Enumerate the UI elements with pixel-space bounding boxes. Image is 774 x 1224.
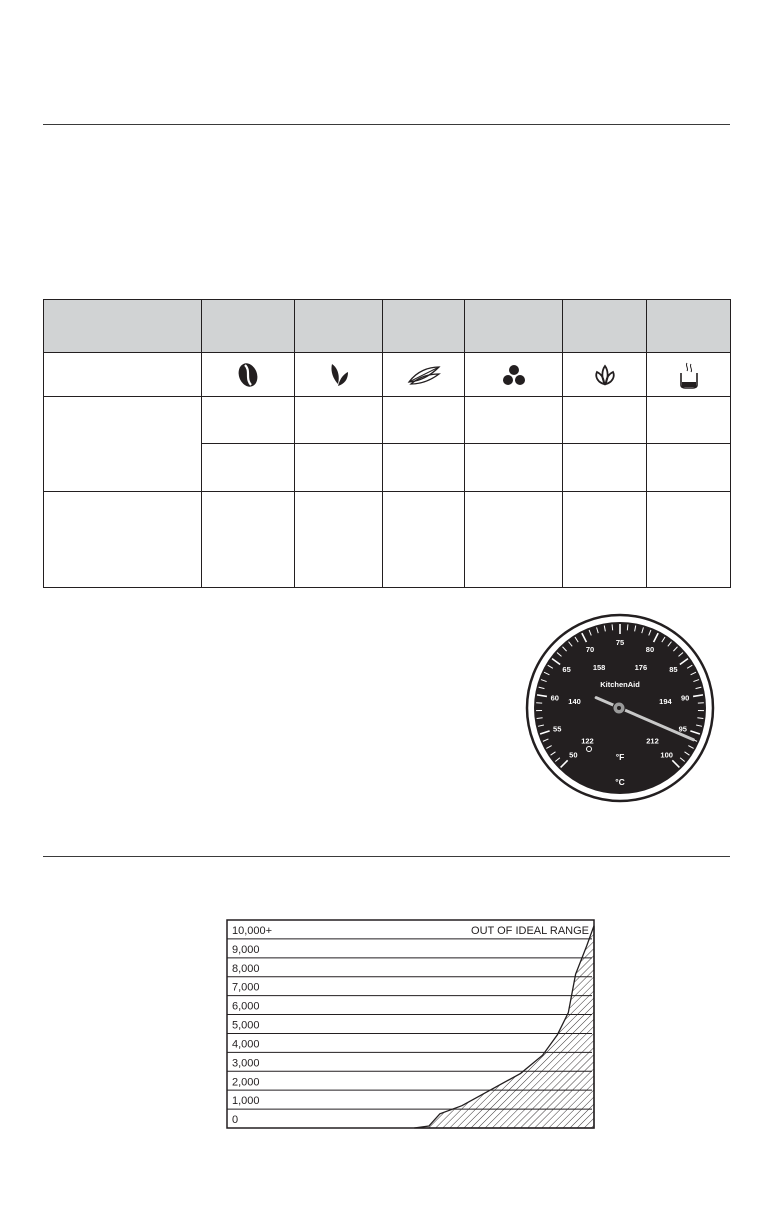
table-cell xyxy=(383,492,465,588)
table-cell xyxy=(563,492,647,588)
chart-header-right: OUT OF IDEAL RANGE xyxy=(471,925,589,937)
table-header-row xyxy=(44,300,731,353)
y-tick-label: 9,000 xyxy=(232,943,260,956)
celsius-tick-label: 50 xyxy=(569,750,578,760)
table-cell xyxy=(383,300,465,353)
fahrenheit-tick-label: 176 xyxy=(634,663,648,673)
hot-water-cup-icon xyxy=(647,353,731,397)
table-row xyxy=(44,397,731,444)
table-cell xyxy=(383,397,465,444)
out-of-range-area xyxy=(414,926,594,1128)
table-cell xyxy=(202,397,295,444)
celsius-tick-label: 100 xyxy=(660,750,673,760)
celsius-tick-label: 80 xyxy=(645,645,655,655)
celsius-tick-label: 60 xyxy=(550,693,559,703)
table-cell xyxy=(44,300,202,353)
table-cell xyxy=(563,397,647,444)
table-cell xyxy=(563,300,647,353)
fahrenheit-unit: °F xyxy=(615,752,625,762)
brand-logo: KitchenAid xyxy=(600,680,640,689)
brew-guide-table xyxy=(43,299,731,588)
celsius-tick-label: 95 xyxy=(678,724,687,734)
table-cell xyxy=(465,492,563,588)
table-cell xyxy=(647,300,731,353)
y-tick-label: 3,000 xyxy=(232,1057,260,1070)
fahrenheit-tick-label: 140 xyxy=(568,696,581,706)
table-cell xyxy=(44,492,202,588)
celsius-tick-label: 75 xyxy=(615,638,625,647)
fahrenheit-tick-label: 194 xyxy=(659,696,672,706)
fahrenheit-tick-label: 158 xyxy=(592,663,606,673)
table-cell xyxy=(295,444,383,492)
y-tick-label: 6,000 xyxy=(232,1000,260,1013)
needle-pivot-center xyxy=(617,706,621,710)
table-cell xyxy=(295,492,383,588)
table-cell xyxy=(465,397,563,444)
white-tea-flower-icon xyxy=(563,353,647,397)
chart-header-left: 10,000+ xyxy=(232,925,273,937)
thermometer-dial xyxy=(524,612,716,804)
celsius-tick-label: 70 xyxy=(585,645,595,655)
ppm-chart xyxy=(223,916,597,1130)
y-tick-labels xyxy=(232,944,260,1126)
black-tea-leaf-icon xyxy=(295,353,383,397)
y-tick-label: 8,000 xyxy=(232,962,260,975)
table-cell xyxy=(202,492,295,588)
table-cell xyxy=(295,300,383,353)
table-cell xyxy=(44,353,202,397)
y-tick-label: 1,000 xyxy=(232,1095,260,1108)
celsius-tick-label: 90 xyxy=(681,693,690,703)
table-icon-row xyxy=(44,353,731,397)
table-cell xyxy=(383,444,465,492)
y-tick-label: 5,000 xyxy=(232,1019,260,1032)
table-cell xyxy=(44,397,202,492)
y-tick-label: 4,000 xyxy=(232,1038,260,1051)
bottom-divider xyxy=(43,856,730,857)
top-divider xyxy=(43,124,730,125)
dial-tick xyxy=(612,624,613,630)
celsius-tick-label: 55 xyxy=(553,724,562,734)
y-tick-label: 0 xyxy=(232,1114,239,1127)
table-cell xyxy=(563,444,647,492)
fahrenheit-tick-label: 212 xyxy=(646,736,659,746)
table-cell xyxy=(647,397,731,444)
celsius-tick-label: 85 xyxy=(669,665,678,675)
table-cell xyxy=(465,300,563,353)
y-tick-label: 7,000 xyxy=(232,981,260,994)
y-tick-label: 2,000 xyxy=(232,1076,260,1089)
green-tea-leaves-icon xyxy=(383,353,465,397)
table-cell xyxy=(295,397,383,444)
dial-tick xyxy=(627,624,628,630)
celsius-unit: °C xyxy=(615,777,625,787)
table-cell xyxy=(647,492,731,588)
table-cell xyxy=(202,444,295,492)
coffee-bean-icon xyxy=(202,353,295,397)
table-cell xyxy=(465,444,563,492)
oolong-tea-balls-icon xyxy=(465,353,563,397)
table-row xyxy=(44,492,731,588)
celsius-tick-label: 65 xyxy=(562,665,571,675)
fahrenheit-tick-label: 122 xyxy=(581,736,594,746)
table-cell xyxy=(647,444,731,492)
table-cell xyxy=(202,300,295,353)
